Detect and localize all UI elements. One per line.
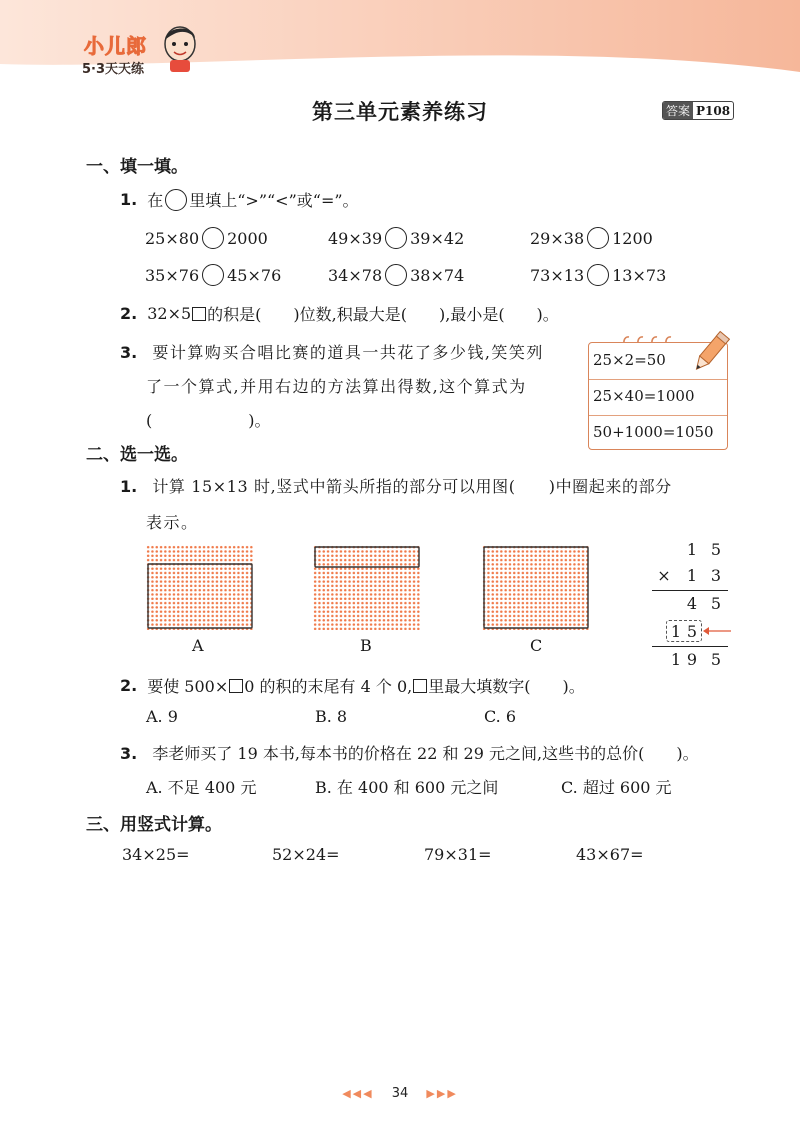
answer-circle[interactable] [202,227,224,249]
calc-problem-1[interactable]: 34×25= [122,845,190,864]
s2-q1-line2: 表示。 [146,513,199,532]
calc-problem-3[interactable]: 79×31= [424,845,492,864]
notepad-step-2: 25×40=1000 [593,387,695,405]
s1-q3-text: 要计算购买合唱比赛的道具一共花了多少钱,笑笑列 [152,343,544,362]
compare-right: 39×42 [410,228,465,248]
digit: 5 [686,622,698,641]
times-sign: × [657,566,671,585]
s2-q3-option-c[interactable]: C. 超过 600 元 [561,778,672,797]
option-c-label: C [530,636,543,655]
section1-heading: 一、填一填。 [86,157,188,177]
notepad-line [589,415,727,416]
rule-line [652,590,728,591]
digit: 9 [686,650,698,669]
answer-circle[interactable] [202,264,224,286]
compare-left: 34×78 [328,265,383,285]
s2-q3-option-b[interactable]: B. 在 400 和 600 元之间 [315,778,499,797]
answer-page-tag [662,101,734,120]
answer-circle[interactable] [587,227,609,249]
digit: 5 [710,594,722,613]
answer-page: P108 [696,103,731,118]
compare-left: 29×38 [530,228,585,248]
s2-q1-number: 1. [120,477,138,496]
compare-item [530,264,666,286]
brand-logo [80,30,170,82]
option-b-label: B [360,636,372,655]
digit: 1 [670,622,682,641]
s2-q2-text-a: 要使 500× [147,677,229,696]
notepad-step-3: 50+1000=1050 [593,423,714,441]
option-c-figure[interactable] [482,545,590,630]
compare-item [328,264,464,286]
page-footer [0,1086,800,1101]
compare-item [145,264,281,286]
digit: 5 [710,540,722,559]
s1-q2-text-a: 32×5 [147,304,192,323]
s2-q1-line1 [120,474,672,497]
s1-q1-number: 1. [120,190,138,209]
compare-right: 2000 [227,228,268,248]
page-number: 34 [391,1086,409,1101]
compare-right: 13×73 [612,265,667,285]
answer-circle[interactable] [165,189,187,211]
s1-q1-instruction [120,188,359,211]
s2-q3-text: 李老师买了 19 本书,每本书的价格在 22 和 29 元之间,这些书的总价( )。 [152,744,699,763]
right-arrows-icon: ▶▶▶ [426,1087,458,1100]
brand-title: 小儿郎 [84,34,147,58]
s1-q1-text-a: 在 [147,191,164,210]
vertical-multiplication [652,540,732,670]
compare-left: 25×80 [145,228,200,248]
compare-item [530,227,653,249]
option-b-figure[interactable] [313,545,421,630]
s1-q2 [120,302,559,325]
answer-circle[interactable] [385,227,407,249]
notepad-line [589,379,727,380]
compare-right: 38×74 [410,265,465,285]
calc-problem-4[interactable]: 43×67= [576,845,644,864]
s2-q3 [120,741,699,764]
s2-q2-option-c[interactable]: C. 6 [484,707,517,726]
answer-box[interactable] [229,679,243,693]
compare-right: 45×76 [227,265,282,285]
s1-q2-number: 2. [120,304,138,323]
s2-q2 [120,674,585,697]
compare-left: 49×39 [328,228,383,248]
pencil-icon [690,330,730,376]
digit: 1 [670,650,682,669]
answer-circle[interactable] [587,264,609,286]
digit: 5 [710,650,722,669]
compare-item [145,227,268,249]
digit: 4 [686,594,698,613]
s1-q3-answer-blank[interactable]: ( )。 [146,411,271,430]
answer-circle[interactable] [385,264,407,286]
section3-heading: 三、用竖式计算。 [86,815,222,835]
option-a-figure[interactable] [146,545,254,630]
s2-q2-number: 2. [120,676,138,695]
compare-left: 35×76 [145,265,200,285]
section2-heading: 二、选一选。 [86,445,188,465]
rule-line [652,646,728,647]
left-arrows-icon: ◀◀◀ [342,1087,374,1100]
s2-q3-number: 3. [120,744,138,763]
compare-right: 1200 [612,228,653,248]
s1-q1-text-b: 里填上“>”“<”或“=”。 [189,191,359,210]
option-a-label: A [192,636,204,655]
s2-q3-option-a[interactable]: A. 不足 400 元 [146,778,257,797]
brand-subtitle: 5·3天天练 [82,62,145,77]
s1-q3-line2: 了一个算式,并用右边的方法算出得数,这个算式为 [146,377,527,396]
answer-label: 答案 [663,102,693,119]
answer-box[interactable] [413,679,427,693]
notepad-step-1: 25×2=50 [593,351,666,369]
arrow-left-icon [702,624,732,638]
digit: 3 [710,566,722,585]
s1-q3-number: 3. [120,343,138,362]
s2-q2-text-c: 里最大填数字( )。 [428,677,585,696]
calc-problem-2[interactable]: 52×24= [272,845,340,864]
s2-q2-option-b[interactable]: B. 8 [315,707,348,726]
digit: 1 [686,566,698,585]
compare-item [328,227,464,249]
mascot-icon [160,22,200,74]
s1-q2-text-b: 的积是( )位数,积最大是( ),最小是( )。 [207,305,559,324]
s2-q2-option-a[interactable]: A. 9 [146,707,178,726]
s1-q3-line1 [120,340,544,363]
compare-left: 73×13 [530,265,585,285]
digit: 1 [686,540,698,559]
s2-q1-text: 计算 15×13 时,竖式中箭头所指的部分可以用图( )中圈起来的部分 [152,477,672,496]
page-title: 第三单元素养练习 [312,100,488,124]
answer-box[interactable] [192,307,206,321]
s2-q2-text-b: 0 的积的末尾有 4 个 0, [244,677,413,696]
